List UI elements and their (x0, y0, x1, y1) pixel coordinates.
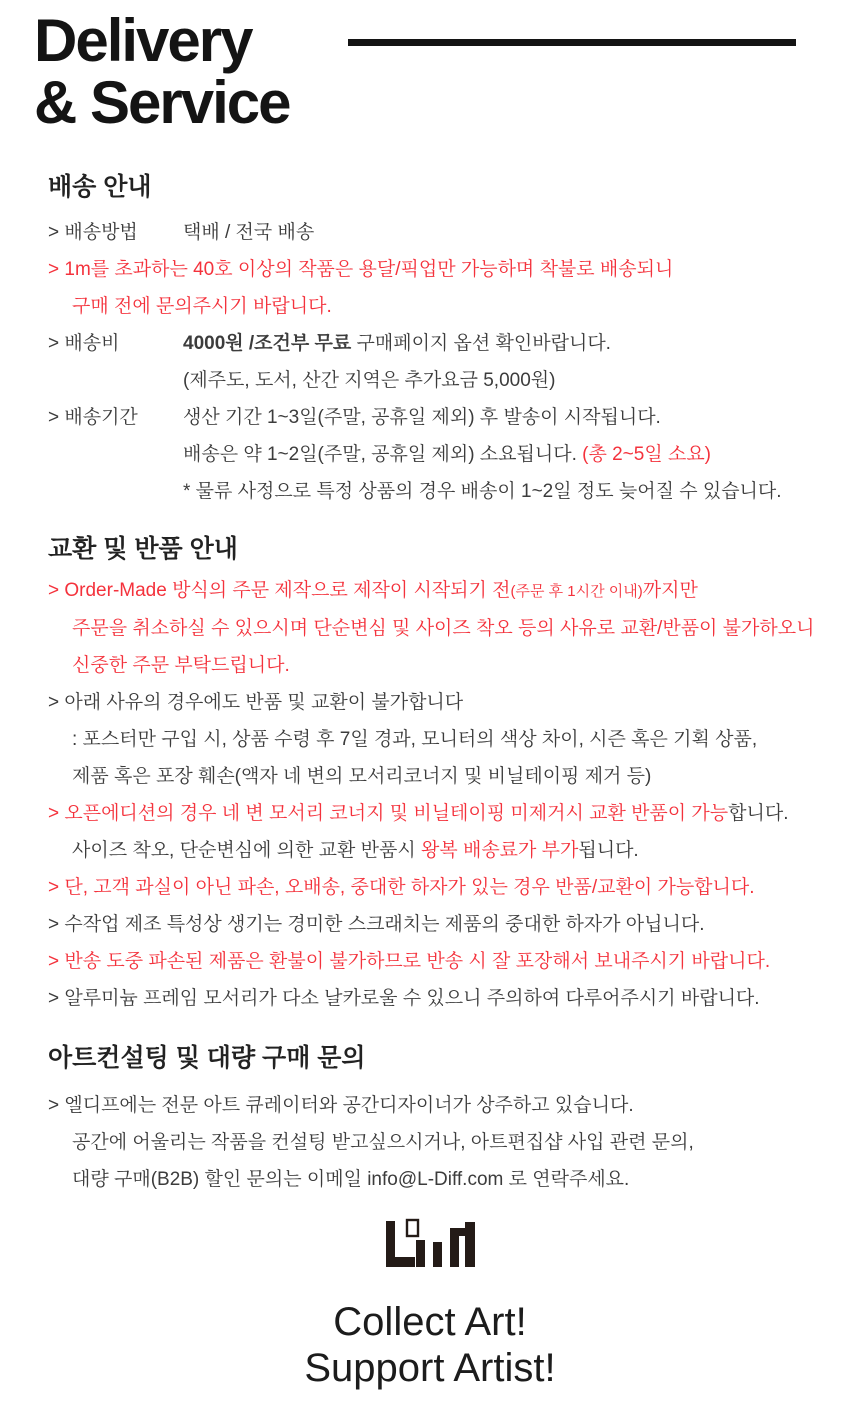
consulting-section (0, 1041, 860, 1198)
open-edition-line2-black2: 됩니다. (578, 840, 639, 861)
defect-notice: > 단, 고객 과실이 아닌 파손, 오배송, 중대한 하자가 있는 경우 반품/교환이 가능합니다. (48, 877, 755, 898)
shipping-fee-value (183, 325, 860, 362)
shipping-period-line2-red: (총 2~5일 소요) (582, 444, 711, 465)
scratch-notice: > 수작업 제조 특성상 생기는 경미한 스크래치는 제품의 중대한 하자가 아닙니다. (48, 914, 705, 935)
order-made-part3: 까지만 (642, 580, 698, 601)
shipping-method-value: 택배 / 전국 배송 (183, 222, 315, 243)
no-return-line3: 제품 혹은 포장 훼손(액자 네 변의 모서리코너지 및 비닐테이핑 제거 등) (72, 766, 652, 787)
shipping-fee-row (0, 325, 860, 362)
returns-section (0, 532, 860, 1017)
shipping-fee-note: (제주도, 도서, 산간 지역은 추가요금 5,000원) (183, 370, 556, 391)
aluminum-notice: > 알루미늄 프레임 모서리가 다소 날카로울 수 있으니 주의하여 다루어주시기 바랍니다. (48, 988, 760, 1009)
page-title-line1: Delivery (34, 7, 252, 74)
shipping-period-label: > 배송기간 (48, 407, 138, 428)
shipping-rows (0, 214, 860, 510)
consulting-line3: 대량 구매(B2B) 할인 문의는 이메일 info@L-Diff.com 로 연락주세요. (72, 1169, 630, 1190)
open-edition-line1-red: > 오픈에디션의 경우 네 변 모서리 코너지 및 비닐테이핑 미제거시 교환 반품이 가능 (48, 803, 729, 824)
return-damage-notice: > 반송 도중 파손된 제품은 환불이 불가하므로 반송 시 잘 포장해서 보내주시기 바랍니다. (48, 951, 771, 972)
shipping-fee-rest: 구매페이지 옵션 확인바랍니다. (351, 333, 611, 354)
open-edition-line1-black: 합니다. (728, 803, 789, 824)
order-made-line3: 신중한 주문 부탁드립니다. (72, 655, 290, 676)
shipping-method-label: > 배송방법 (48, 222, 138, 243)
order-made-line2: 주문을 취소하실 수 있으시며 단순변심 및 사이즈 착오 등의 사유로 교환/반품이 불가하오니 (72, 618, 815, 639)
page-title (0, 0, 860, 134)
order-made-part2-small: (주문 후 1시간 이내) (510, 583, 643, 600)
shipping-heading: 배송 안내 (48, 173, 152, 201)
page-title-line2: & Service (34, 69, 290, 136)
oversize-notice-line2: 구매 전에 문의주시기 바랍니다. (72, 296, 332, 317)
consulting-heading: 아트컨설팅 및 대량 구매 문의 (48, 1044, 366, 1072)
open-edition-line1 (0, 795, 860, 832)
shipping-period-row (0, 399, 860, 436)
shipping-period-line2-black: 배송은 약 1~2일(주말, 공휴일 제외) 소요됩니다. (183, 444, 583, 465)
slogan (0, 1299, 860, 1391)
no-return-line1: > 아래 사유의 경우에도 반품 및 교환이 불가합니다 (48, 692, 464, 713)
order-made-line1 (0, 572, 860, 610)
returns-rows (0, 572, 860, 1017)
footer (0, 1218, 860, 1391)
consulting-line1: > 엘디프에는 전문 아트 큐레이터와 공간디자이너가 상주하고 있습니다. (48, 1095, 634, 1116)
shipping-period-line1: 생산 기간 1~3일(주말, 공휴일 제외) 후 발송이 시작됩니다. (183, 407, 661, 428)
slogan-line2: Support Artist! (304, 1346, 556, 1390)
l-diff-logo-icon (386, 1218, 475, 1267)
order-made-part1: > Order-Made 방식의 주문 제작으로 제작이 시작되기 전 (48, 580, 511, 601)
shipping-fee-label: > 배송비 (48, 333, 120, 354)
title-rule (348, 39, 796, 46)
oversize-notice-line1: > 1m를 초과하는 40호 이상의 작품은 용달/픽업만 가능하며 착불로 배송되니 (48, 259, 674, 280)
open-edition-line2-red: 왕복 배송료가 부가 (420, 840, 579, 861)
shipping-fee-amount: 4000원 /조건부 무료 (183, 333, 352, 354)
shipping-method-row (0, 214, 860, 251)
open-edition-line2 (0, 832, 860, 869)
shipping-period-line3: * 물류 사정으로 특정 상품의 경우 배송이 1~2일 정도 늦어질 수 있습니다. (183, 481, 782, 502)
shipping-period-line2 (0, 436, 860, 473)
l-diff-brand-logo (0, 1218, 860, 1267)
open-edition-line2-black1: 사이즈 착오, 단순변심에 의한 교환 반품시 (72, 840, 421, 861)
no-return-line2: : 포스터만 구입 시, 상품 수령 후 7일 경과, 모니터의 색상 차이, 시즌 혹은 기획 상품, (72, 729, 758, 750)
returns-heading: 교환 및 반품 안내 (48, 535, 238, 563)
slogan-line1: Collect Art! (333, 1300, 527, 1344)
consulting-line2: 공간에 어울리는 작품을 컨설팅 받고싶으시거나, 아트편집샵 사입 관련 문의, (72, 1132, 694, 1153)
consulting-rows (0, 1087, 860, 1198)
shipping-section (0, 170, 860, 510)
